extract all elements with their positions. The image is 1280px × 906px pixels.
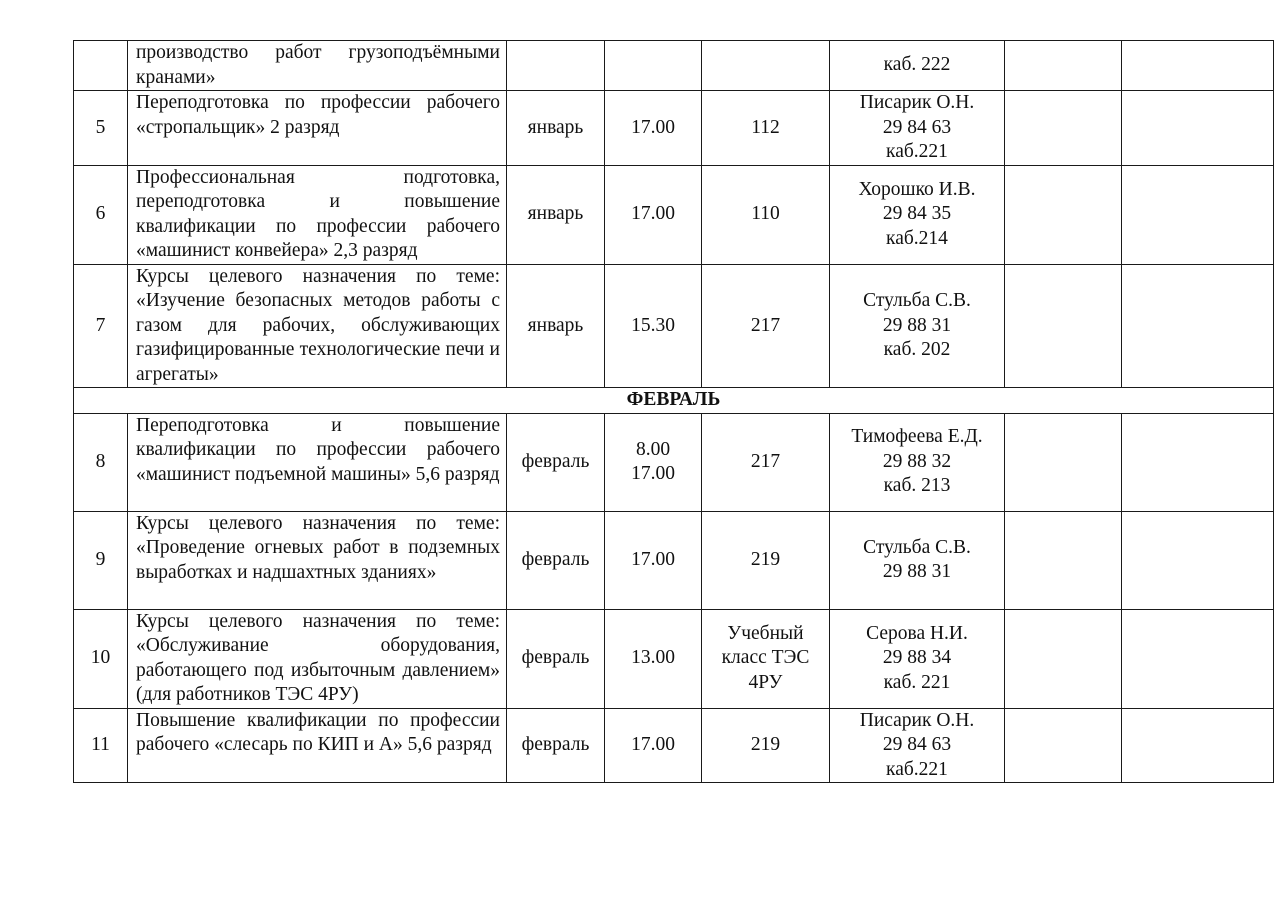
table-row: [74, 413, 1274, 511]
schedule-body: [74, 41, 1274, 783]
course-title: Повышение квалификации по профессии рабочего «слесарь по КИП и А» 5,6 разряд: [128, 708, 507, 783]
course-month: январь: [507, 165, 605, 264]
course-room-line: 219: [750, 548, 781, 570]
table-row: [74, 41, 1274, 91]
course-room: [702, 609, 830, 708]
course-time-line: 17.00: [631, 734, 675, 755]
course-room-line: 110: [751, 203, 780, 225]
row-number: [74, 41, 128, 91]
course-month: февраль: [507, 609, 605, 708]
course-contact-line: каб.221: [886, 141, 948, 162]
course-title: Переподготовка и повышение квалификации по профессии рабочего «машинист подъемной машины» 5,6 разряд: [128, 413, 507, 511]
course-room-line: 112: [751, 116, 780, 138]
course-time-line: 17.00: [631, 203, 675, 225]
course-contact: [830, 91, 1005, 166]
course-title: Курсы целевого назначения по теме: «Проведение огневых работ в подземных выработках и надшахтных зданиях»: [128, 511, 507, 609]
course-time: [605, 511, 702, 609]
course-time-line: 13.00: [631, 647, 675, 669]
table-row: [74, 708, 1274, 783]
course-month: февраль: [507, 413, 605, 511]
course-time: [605, 609, 702, 708]
table-row: [74, 165, 1274, 264]
course-contact-line: каб.214: [886, 227, 948, 249]
course-time: [605, 264, 702, 388]
course-room-line: 217: [750, 450, 781, 472]
month-section-label: ФЕВРАЛЬ: [74, 388, 1274, 414]
course-room-line: 217: [750, 314, 781, 336]
course-room-line: 219: [750, 734, 781, 755]
course-contact-line: Писарик О.Н.: [859, 709, 975, 731]
course-time: [605, 165, 702, 264]
course-time: [605, 91, 702, 166]
course-month: [507, 41, 605, 91]
table-row: [74, 91, 1274, 166]
course-time-line: 17.00: [631, 116, 675, 138]
course-month: январь: [507, 91, 605, 166]
course-contact-line: Серова Н.И.: [866, 622, 968, 644]
empty-cell: [1122, 91, 1274, 166]
row-number: 7: [74, 264, 128, 388]
empty-cell: [1122, 413, 1274, 511]
course-contact-line: Тимофеева Е.Д.: [851, 426, 983, 448]
course-contact-line: 29 88 31: [882, 561, 952, 582]
empty-cell: [1005, 609, 1122, 708]
course-contact-line: Хорошко И.В.: [858, 178, 976, 200]
course-contact-line: каб. 222: [883, 54, 951, 76]
empty-cell: [1005, 41, 1122, 91]
course-time: [605, 41, 702, 91]
course-title: Курсы целевого назначения по теме: «Обслуживание оборудования, работающего под избыточным давлением» (для работников ТЭС 4РУ): [128, 609, 507, 708]
course-contact-line: каб. 202: [883, 339, 951, 360]
course-contact-line: каб. 221: [883, 671, 951, 693]
course-room-line: класс ТЭС: [721, 647, 810, 669]
course-contact: [830, 264, 1005, 388]
row-number: 5: [74, 91, 128, 166]
course-time-line: 8.00: [635, 438, 671, 460]
course-contact-line: Писарик О.Н.: [859, 92, 975, 113]
course-contact-line: 29 84 35: [882, 203, 952, 225]
course-time: [605, 413, 702, 511]
course-room: [702, 264, 830, 388]
course-title: Курсы целевого назначения по теме: «Изучение безопасных методов работы с газом для рабочих, обслуживающих газифицированные технологические печи и агрегаты»: [128, 264, 507, 388]
course-room: [702, 708, 830, 783]
course-title: производство работ грузоподъёмными кранами»: [128, 41, 507, 91]
course-contact-line: 29 88 32: [882, 450, 952, 472]
course-month: февраль: [507, 708, 605, 783]
table-row: [74, 609, 1274, 708]
course-contact: [830, 165, 1005, 264]
course-contact: [830, 609, 1005, 708]
course-time: [605, 708, 702, 783]
row-number: 8: [74, 413, 128, 511]
course-time-line: 17.00: [631, 548, 675, 570]
empty-cell: [1122, 511, 1274, 609]
course-month: январь: [507, 264, 605, 388]
course-room-line: Учебный: [727, 622, 804, 644]
row-number: 10: [74, 609, 128, 708]
month-section-row: [74, 388, 1274, 414]
course-room: [702, 165, 830, 264]
row-number: 9: [74, 511, 128, 609]
empty-cell: [1005, 708, 1122, 783]
empty-cell: [1122, 609, 1274, 708]
table-row: [74, 264, 1274, 388]
course-time-line: 15.30: [631, 314, 675, 336]
empty-cell: [1005, 511, 1122, 609]
row-number: 11: [74, 708, 128, 783]
course-contact: [830, 511, 1005, 609]
empty-cell: [1122, 165, 1274, 264]
empty-cell: [1122, 708, 1274, 783]
course-title: Переподготовка по профессии рабочего «стропальщик» 2 разряд: [128, 91, 507, 166]
course-room: [702, 413, 830, 511]
empty-cell: [1005, 91, 1122, 166]
course-contact-line: 29 88 31: [882, 314, 952, 336]
course-contact-line: каб.221: [886, 758, 948, 780]
course-contact-line: каб. 213: [883, 475, 951, 497]
course-title: Профессиональная подготовка, переподготовка и повышение квалификации по профессии рабочего «машинист конвейера» 2,3 разряд: [128, 165, 507, 264]
course-room: [702, 511, 830, 609]
course-month: февраль: [507, 511, 605, 609]
empty-cell: [1122, 41, 1274, 91]
empty-cell: [1122, 264, 1274, 388]
row-number: 6: [74, 165, 128, 264]
course-room: [702, 41, 830, 91]
course-time-line: 17.00: [631, 463, 675, 484]
course-contact-line: Стульба С.В.: [863, 536, 971, 558]
empty-cell: [1005, 165, 1122, 264]
empty-cell: [1005, 413, 1122, 511]
course-room-line: 4РУ: [748, 671, 783, 693]
course-contact-line: 29 88 34: [882, 647, 952, 669]
empty-cell: [1005, 264, 1122, 388]
course-contact: [830, 41, 1005, 91]
training-schedule-table: [73, 40, 1274, 783]
course-contact-line: 29 84 63: [882, 734, 952, 755]
course-contact-line: 29 84 63: [882, 116, 952, 138]
course-contact-line: Стульба С.В.: [863, 290, 971, 311]
table-row: [74, 511, 1274, 609]
course-contact: [830, 413, 1005, 511]
course-contact: [830, 708, 1005, 783]
course-room: [702, 91, 830, 166]
